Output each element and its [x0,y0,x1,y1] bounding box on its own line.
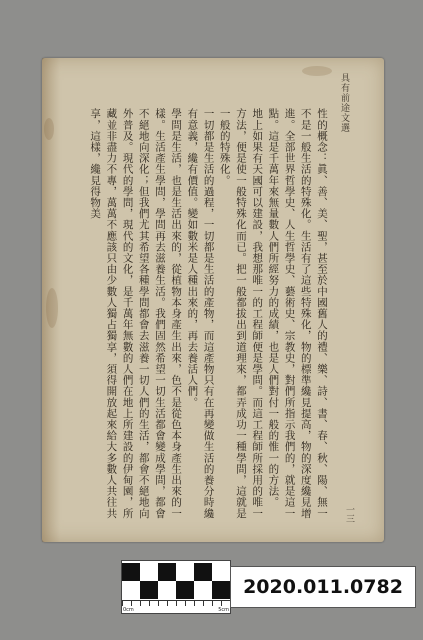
paper-stain [44,118,54,140]
paragraph: 性的概念：眞、善、美、聖，甚至於中國舊人的禮、樂、詩、書、春、秋、陽、無一不是一般生活的特殊化。生活有了這些特殊化，物的標準纔見提高，物的深度纔見增進。全部世界哲學史、人生哲學史、藝術史、宗教史，對們所指示我們的，就是這一點。這是千萬年來無量數人們所經努力的成績，也是人們對付一般的惟一的方法。 [267,108,328,519]
color-calibration-card [121,560,231,614]
scale-end-label: 5cm [218,607,229,613]
paper-stain [46,288,58,328]
paragraph: 地上如果有天國可以建設，我想那唯一的工程師便是學問。而這工程師所採用的唯一方法，便是使一般特殊化而已。把一般都拔出到道理來，都弄成功一種學問，這就是一般的特殊化。 [218,108,264,519]
running-header: 具有前途文選 [339,73,349,133]
checker-pattern [122,563,230,599]
paper-stain [302,66,332,76]
body-text [68,108,330,528]
catalog-id-label: 2020.011.0782 [230,566,416,608]
paragraph: 一切都是生活的過程，一切都是生活的產物，而這產物只有在再變做生活的養分時纔有意義，纔有價值。變如數米是人種出來的，再去養活人們。 [186,108,215,519]
scale-start-label: 0cm [123,607,134,613]
measurement-scale [122,600,230,613]
paragraph: 學問是生活，也是生活出來的，從植物本身產生出來，色不是從色本身產生出來的一樣。生活產生學問，學問再去滋養生活。我們固然希望一切生活都會變成學問，都會不絕地向深化；但我們尤其希望各種學問都會去滋養一切人們的生活，都會不絕地向外普及。現代的學問，現代的文化，是千萬年無數的人們在地上所建設的伊甸園，所藏並非盡力不專，萬萬不應該只由少數人獨占獨享，須得開放起來給大多數人共往共享，這樣，纔見得物美 [89,108,183,519]
page-number: 一三 [344,505,354,523]
